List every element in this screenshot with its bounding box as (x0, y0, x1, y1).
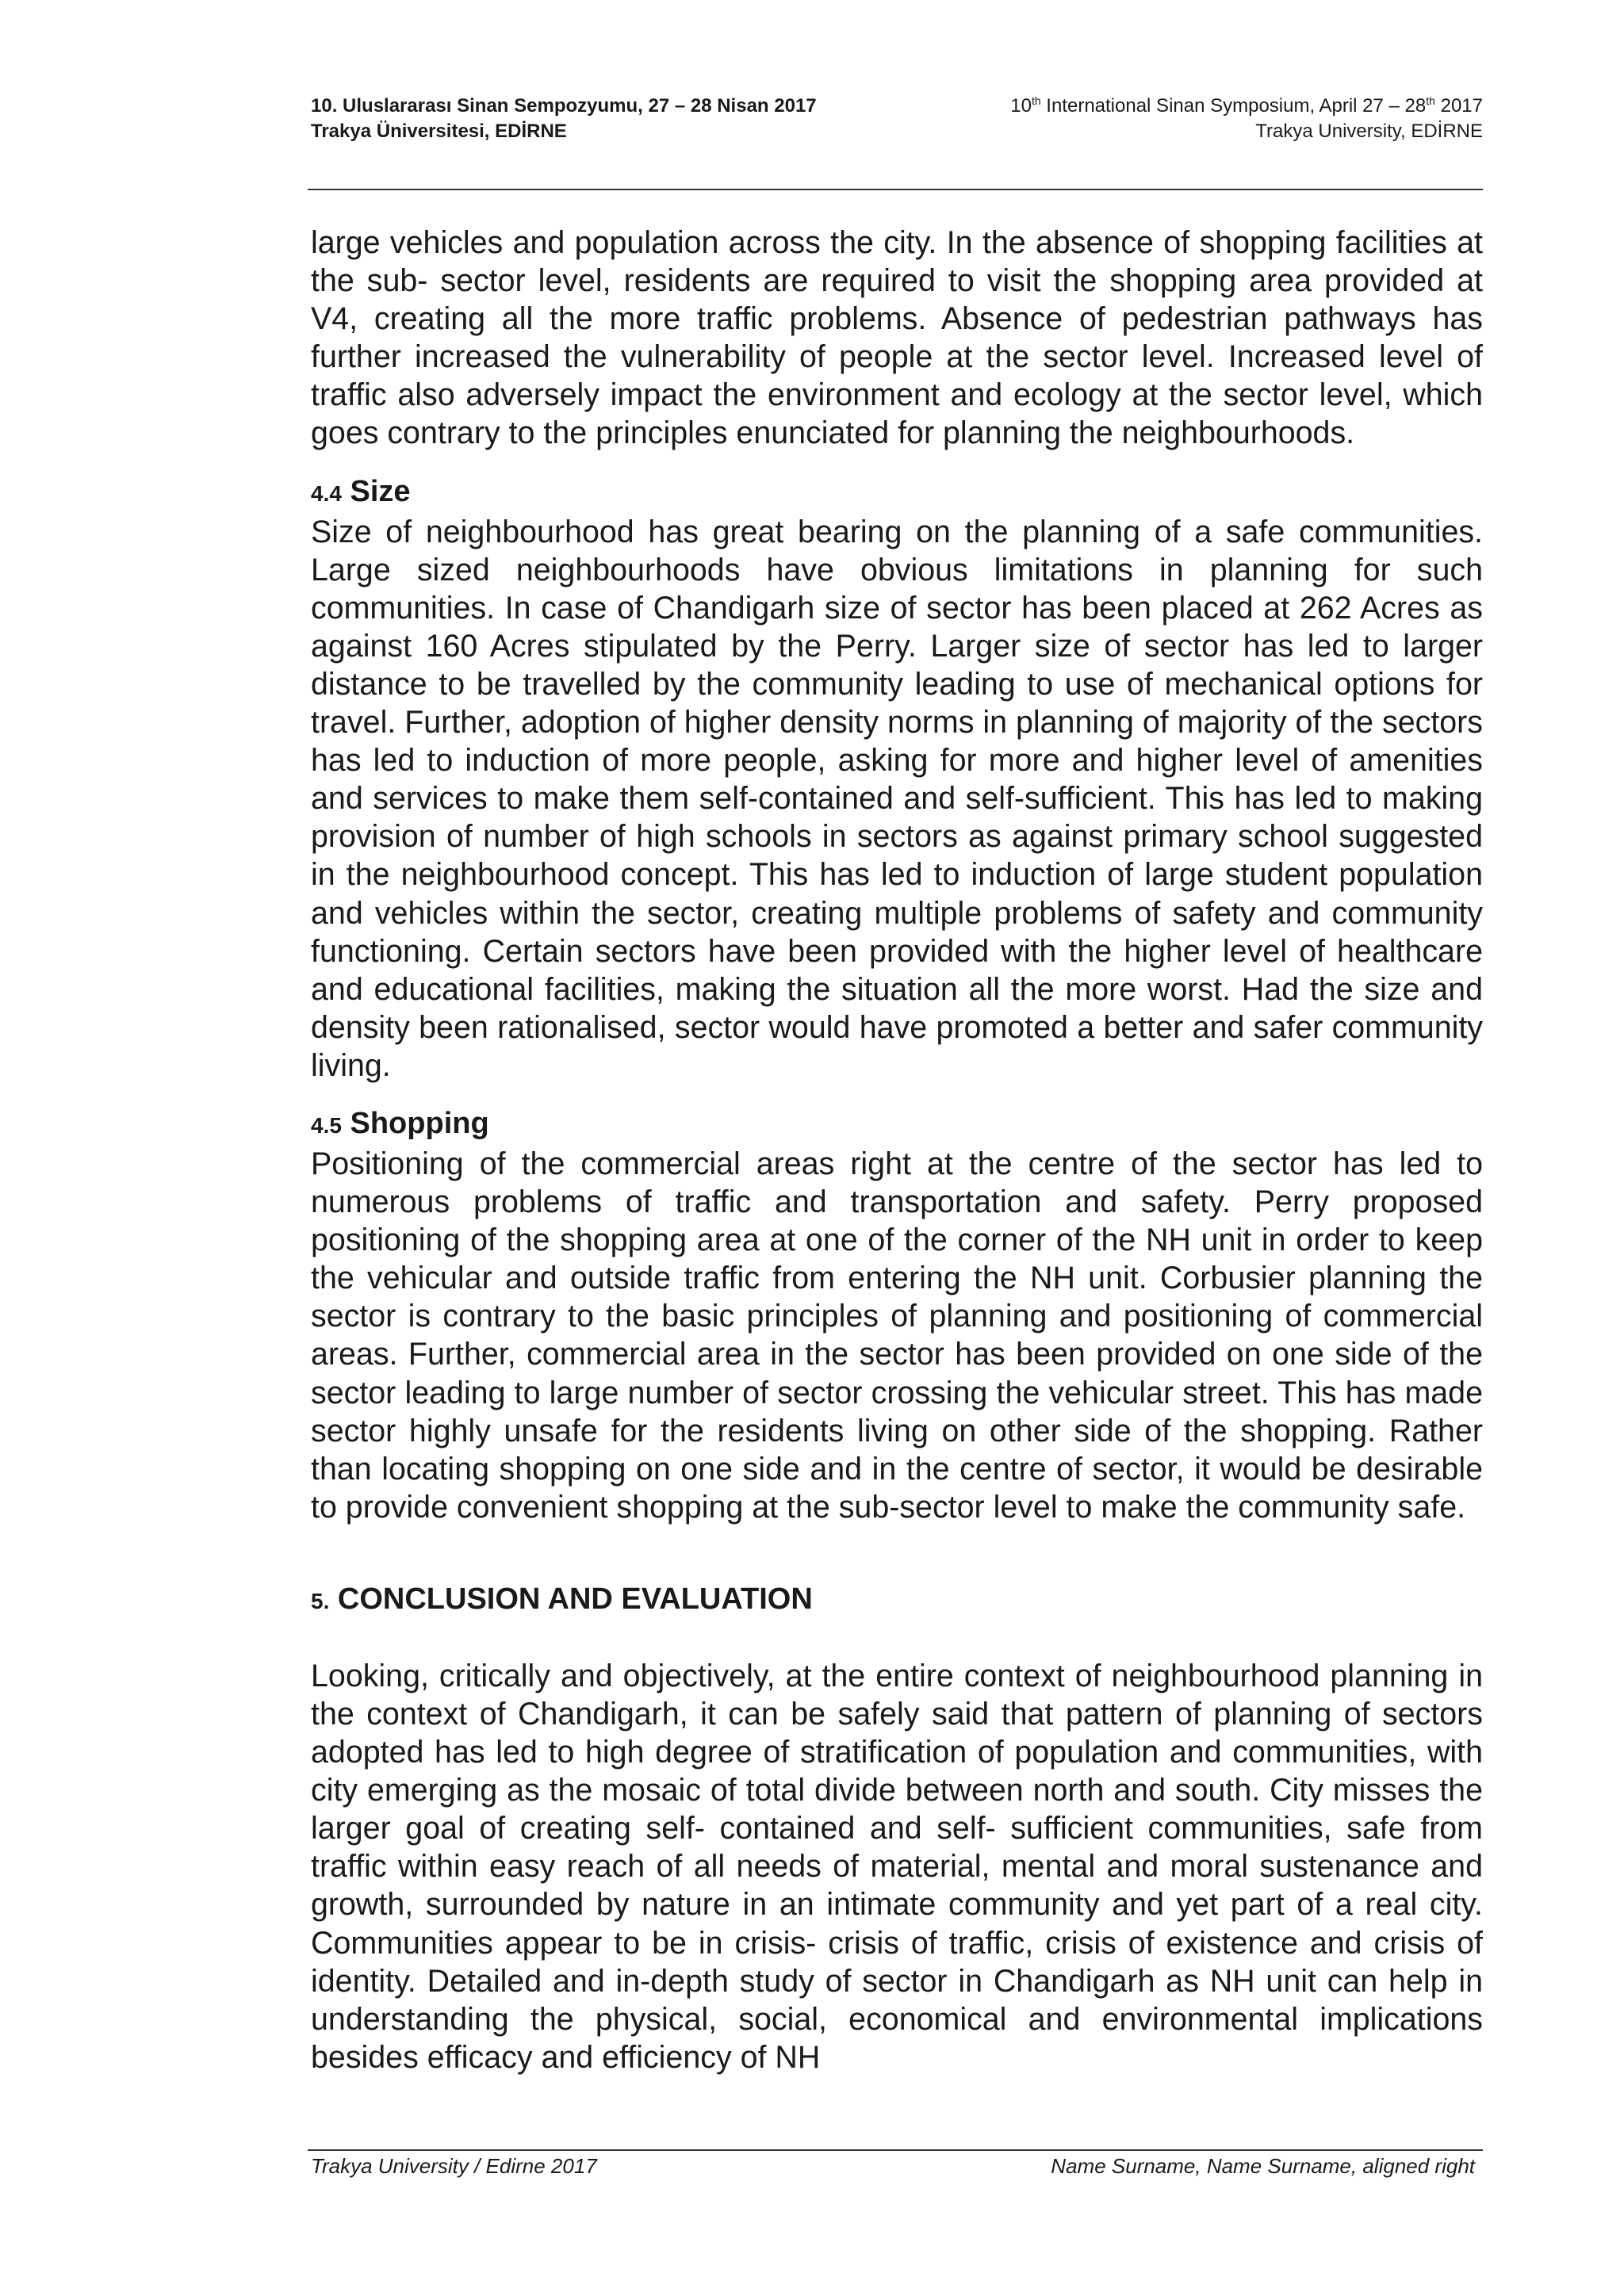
section-4-5-paragraph: Positioning of the commercial areas right at the centre of the sector has led to numerous problems of traffic and transportation and safety. Perry proposed positioning of the shopping area at one of the corner of the NH unit in order to keep the vehicular and outside traffic from entering the NH unit. Corbusier planning the sector is contrary to the basic principles of planning and positioning of commercial areas. Further, commercial area in the sector has been provided on one side of the sector leading to large number of sector crossing the vehicular street. This has made sector highly unsafe for the residents living on other side of the shopping. Rather than locating shopping on one side and in the centre of sector, it would be desirable to provide convenient shopping at the sub-sector level to make the community safe. (311, 1146, 1483, 1525)
header-left-line2: Trakya Üniversitesi, EDİRNE (311, 121, 567, 142)
footer-right: Name Surname, Name Surname, aligned right (1051, 2154, 1475, 2178)
footer-divider (308, 2149, 1483, 2151)
section-number: 5. (311, 1588, 330, 1613)
header-ordinal-suffix: th (1031, 94, 1041, 107)
header-edition-number: 10 (1010, 95, 1032, 117)
header-left (311, 94, 817, 144)
footer-left: Trakya University / Edirne 2017 (311, 2154, 597, 2178)
header-date-suffix: th (1426, 94, 1435, 107)
section-number: 4.4 (311, 480, 342, 506)
section-5-paragraph: Looking, critically and objectively, at the entire context of neighbourhood planning in the context of Chandigarh, it can be safely said that pattern of planning of sectors adopted has led to high degree of stratification of population and communities, with city emerging as the mosaic of total divide between north and south. City misses the larger goal of creating self- contained and self- sufficient communities, safe from traffic within easy reach of all needs of material, mental and moral sustenance and growth, surrounded by nature in an intimate community and yet part of a real city. Communities appear to be in crisis- crisis of traffic, crisis of existence and crisis of identity. Detailed and in-depth study of sector in Chandigarh as NH unit can help in understanding the physical, social, economical and environmental implications besides efficacy and efficiency of NH (311, 1658, 1483, 2075)
section-title: Size (350, 474, 411, 508)
section-4-4-paragraph: Size of neighbourhood has great bearing on the planning of a safe communities. Large sized neighbourhoods have obvious limitations in planning for such communities. In case of Chandigarh size of sector has been placed at 262 Acres as against 160 Acres stipulated by the Perry. Larger size of sector has led to larger distance to be travelled by the community leading to use of mechanical options for travel. Further, adoption of higher density norms in planning of majority of the sectors has led to induction of more people, asking for more and higher level of amenities and services to make them self-contained and self-sufficient. This has led to making provision of number of high schools in sectors as against primary school suggested in the neighbourhood concept. This has led to induction of large student population and vehicles within the sector, creating multiple problems of safety and community functioning. Certain sectors have been provided with the higher level of healthcare and educational facilities, making the situation all the more worst. Had the size and density been rationalised, sector would have promoted a better and safer community living. (311, 514, 1483, 1083)
header-right-line2: Trakya University, EDİRNE (1255, 121, 1483, 142)
header-right-line1 (1010, 94, 1483, 119)
header-symposium-text: International Sinan Symposium, April 27 – 28 (1040, 95, 1427, 117)
intro-paragraph: large vehicles and population across the city. In the absence of shopping facilities at the sub- sector level, residents are required to visit the shopping area provided at V4, creating all the more traffic problems. Absence of pedestrian pathways has further increased the vulnerability of people at the sector level. Increased level of traffic also adversely impact the environment and ecology at the sector level, which goes contrary to the principles enunciated for planning the neighbourhoods. (311, 225, 1483, 451)
header-divider (308, 189, 1483, 190)
section-5-heading (311, 1580, 1483, 1621)
body-content (311, 224, 1483, 2076)
header-left-line1: 10. Uluslararası Sinan Sempozyumu, 27 – 28 Nisan 2017 (311, 95, 817, 117)
section-title: Shopping (350, 1106, 489, 1140)
header-right (1010, 94, 1483, 144)
header-year: 2017 (1434, 95, 1483, 117)
section-number: 4.5 (311, 1112, 342, 1138)
section-title: CONCLUSION AND EVALUATION (337, 1582, 813, 1616)
section-4-5-heading (311, 1104, 1483, 1145)
section-4-4-heading (311, 473, 1483, 513)
